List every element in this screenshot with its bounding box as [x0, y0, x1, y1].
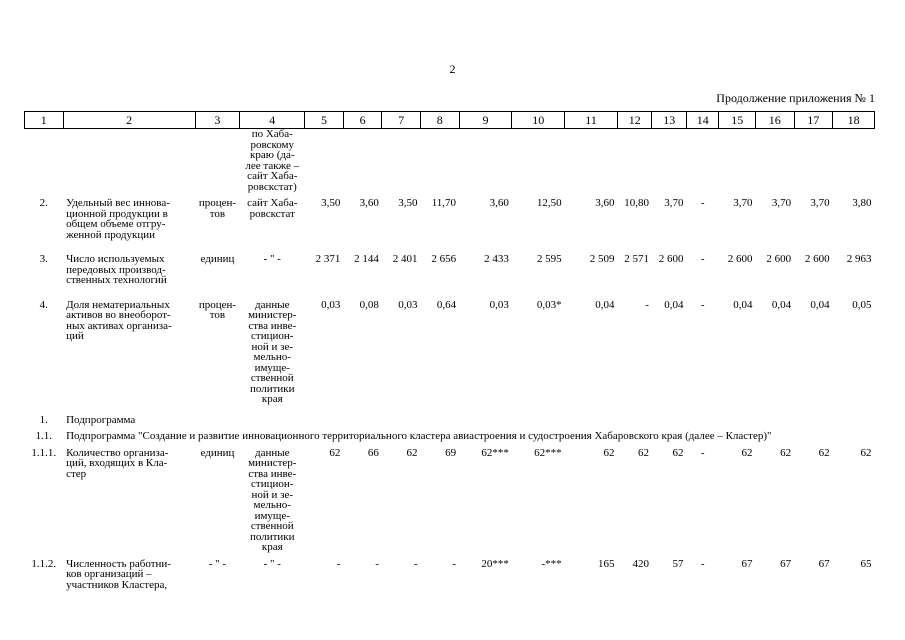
value-cell: 2 595	[536, 253, 562, 265]
value-cell: 3,60	[595, 197, 615, 209]
row-number: 1.	[39, 413, 48, 426]
table-row	[25, 198, 875, 240]
column-number: 13	[652, 112, 687, 129]
value-cell: 3,70	[664, 197, 684, 209]
value-cell: -	[700, 446, 705, 459]
table-row	[25, 415, 875, 426]
value-cell: 62	[329, 446, 341, 459]
indicator-name: Численность работни- ков организаций – участников Кластера,	[66, 557, 171, 591]
value-cell: 57	[672, 557, 684, 570]
indicator-name: Удельный вес иннова- ционной продукции в общем объеме отгру- женной продукции	[66, 197, 170, 241]
value-cell: 62	[672, 446, 684, 459]
unit: - " -	[208, 557, 227, 570]
value-cell: 2 600	[804, 253, 830, 265]
value-cell: 3,70	[810, 197, 830, 209]
value-cell: -	[645, 298, 649, 311]
value-cell: 3,60	[359, 197, 379, 209]
table-row	[25, 448, 875, 553]
table-row	[25, 431, 875, 442]
value-cell	[756, 415, 795, 426]
value-cell	[652, 129, 687, 193]
value-cell: 62	[603, 446, 615, 459]
column-number: 11	[565, 112, 618, 129]
value-cell: 20***	[481, 557, 509, 570]
value-cell: 0,05	[852, 298, 872, 311]
value-cell: 0,64	[436, 298, 457, 311]
value-cell: 2 600	[766, 253, 792, 265]
value-cell: 0,03*	[536, 298, 562, 311]
value-cell	[617, 415, 652, 426]
value-cell: 69	[445, 446, 457, 459]
column-number: 6	[343, 112, 382, 129]
column-number: 14	[686, 112, 718, 129]
value-cell: 62***	[481, 446, 509, 459]
value-cell: 67	[818, 557, 830, 570]
indicator-name: Число используемых передовых производ- ственных технологий	[66, 253, 167, 286]
unit: процен- тов	[198, 197, 237, 220]
value-cell: 165	[597, 557, 615, 570]
unit	[195, 129, 240, 193]
value-cell: 0,04	[810, 298, 830, 311]
value-cell: 62	[818, 446, 830, 459]
value-cell: 0,08	[359, 298, 379, 311]
value-cell: 0,04	[733, 298, 753, 311]
value-cell: 11,70	[431, 197, 457, 209]
value-cell: -	[700, 253, 705, 265]
value-cell	[420, 129, 459, 193]
data-source: данные министер- ства инве- стицион- ной и зе- мельно- имуще- ственной политики края	[248, 298, 297, 405]
value-cell	[719, 415, 756, 426]
value-cell	[305, 415, 344, 426]
value-cell	[617, 129, 652, 193]
value-cell: 3,70	[733, 197, 753, 209]
column-number: 4	[240, 112, 305, 129]
value-cell	[382, 415, 421, 426]
column-number: 16	[756, 112, 795, 129]
row-number: 3.	[39, 253, 48, 265]
value-cell: 3,50	[321, 197, 341, 209]
value-cell: -	[336, 557, 341, 570]
value-cell	[833, 129, 875, 193]
value-cell: 0,03	[398, 298, 418, 311]
value-cell	[833, 415, 875, 426]
value-cell: 2 371	[315, 253, 341, 265]
value-cell	[420, 415, 459, 426]
indicator-name: Подпрограмма	[66, 413, 136, 426]
value-cell	[756, 129, 795, 193]
column-number: 9	[459, 112, 512, 129]
data-source: данные министер- ства инве- стицион- ной и зе- мельно- имуще- ственной политики края	[248, 446, 297, 553]
indicator-name: Доля нематериальных активов во внеоборот- ных активах организа- ций	[66, 298, 172, 342]
table-row	[25, 559, 875, 591]
value-cell: -	[413, 557, 418, 570]
value-cell	[459, 415, 512, 426]
value-cell: 2 656	[431, 253, 457, 265]
value-cell: 67	[780, 557, 792, 570]
page-number: 2	[449, 62, 456, 76]
value-cell: -	[452, 557, 457, 570]
row-number: 4.	[39, 298, 48, 311]
value-cell: 2 571	[624, 253, 649, 265]
value-cell: 2 963	[846, 253, 872, 265]
value-cell: 3,50	[398, 197, 418, 209]
value-cell	[794, 129, 833, 193]
column-number: 1	[25, 112, 64, 129]
data-source: по Хаба- ровскому краю (да- лее также – сайт Хаба- ровскстат)	[245, 128, 300, 193]
column-number: 7	[382, 112, 421, 129]
value-cell: 62	[406, 446, 418, 459]
value-cell: 0,04	[771, 298, 792, 311]
value-cell: 62***	[534, 446, 562, 459]
data-source: - " -	[263, 253, 281, 265]
value-cell: 0,04	[595, 298, 615, 311]
row-number: 1.1.	[35, 430, 53, 442]
value-cell: -	[700, 197, 705, 209]
value-cell: -	[375, 557, 379, 570]
indicators-table	[24, 111, 875, 590]
header-row	[25, 112, 875, 129]
value-cell: 67	[741, 557, 753, 570]
value-cell	[343, 129, 382, 193]
unit: единиц	[200, 446, 235, 459]
value-cell: 65	[860, 557, 872, 570]
row-spacer	[25, 405, 875, 415]
column-number: 12	[617, 112, 652, 129]
value-cell: -***	[541, 557, 562, 570]
value-cell	[343, 415, 382, 426]
column-number: 2	[63, 112, 195, 129]
value-cell: 0,03	[489, 298, 509, 311]
value-cell: 12,50	[536, 197, 562, 209]
value-cell	[382, 129, 421, 193]
column-number: 8	[420, 112, 459, 129]
row-number: 1.1.1.	[31, 446, 57, 459]
value-cell	[686, 129, 718, 193]
value-cell	[719, 129, 756, 193]
value-cell	[305, 129, 344, 193]
value-cell: 66	[367, 446, 379, 459]
value-cell: 62	[780, 446, 792, 459]
table-row	[25, 300, 875, 405]
indicator-name: Количество организа- ций, входящих в Кла- стер	[66, 446, 169, 480]
table-row	[25, 254, 875, 286]
value-cell: 2 600	[727, 253, 753, 265]
value-cell: 10,80	[624, 197, 649, 209]
table-row	[25, 129, 875, 193]
column-number: 3	[195, 112, 240, 129]
row-spacer	[25, 240, 875, 254]
value-cell	[565, 415, 618, 426]
spacer-cell	[25, 286, 875, 300]
row-number: 2.	[39, 197, 48, 209]
value-cell: 3,70	[771, 197, 792, 209]
value-cell: 0,03	[321, 298, 341, 311]
column-number: 10	[512, 112, 565, 129]
row-spacer	[25, 286, 875, 300]
value-cell: 2 401	[392, 253, 418, 265]
unit: единиц	[200, 253, 235, 265]
value-cell: 62	[860, 446, 872, 459]
value-cell: 62	[637, 446, 649, 459]
data-source	[240, 415, 305, 426]
value-cell: 3,80	[852, 197, 872, 209]
value-cell: 0,04	[664, 298, 684, 311]
column-number: 17	[794, 112, 833, 129]
data-source: - " -	[263, 557, 281, 570]
row-spanning-title: Подпрограмма "Создание и развитие инновационного территориального кластера авиастроения и судостроения Хабаровского края (далее – Кластер)"	[66, 430, 772, 442]
value-cell: -	[700, 298, 705, 311]
value-cell	[794, 415, 833, 426]
column-number: 15	[719, 112, 756, 129]
value-cell: 62	[741, 446, 753, 459]
value-cell: 2 600	[658, 253, 684, 265]
value-cell	[565, 129, 618, 193]
data-source: сайт Хаба- ровскстат	[247, 197, 298, 220]
value-cell: 2 433	[484, 253, 509, 265]
spacer-cell	[25, 405, 875, 415]
spacer-cell	[25, 240, 875, 254]
value-cell: 3,60	[489, 197, 509, 209]
value-cell: 2 509	[589, 253, 615, 265]
unit	[195, 415, 240, 426]
column-number: 18	[833, 112, 875, 129]
value-cell: 420	[632, 557, 649, 570]
value-cell: -	[700, 557, 705, 570]
indicator-name	[63, 129, 195, 193]
row-number	[25, 129, 64, 193]
value-cell	[512, 415, 565, 426]
value-cell	[652, 415, 687, 426]
value-cell	[459, 129, 512, 193]
row-number: 1.1.2.	[31, 557, 57, 570]
unit: процен- тов	[198, 298, 237, 321]
value-cell	[686, 415, 718, 426]
value-cell: 2 144	[354, 253, 379, 265]
column-number: 5	[305, 112, 344, 129]
continuation-label: Продолжение приложения № 1	[716, 91, 875, 105]
value-cell	[512, 129, 565, 193]
